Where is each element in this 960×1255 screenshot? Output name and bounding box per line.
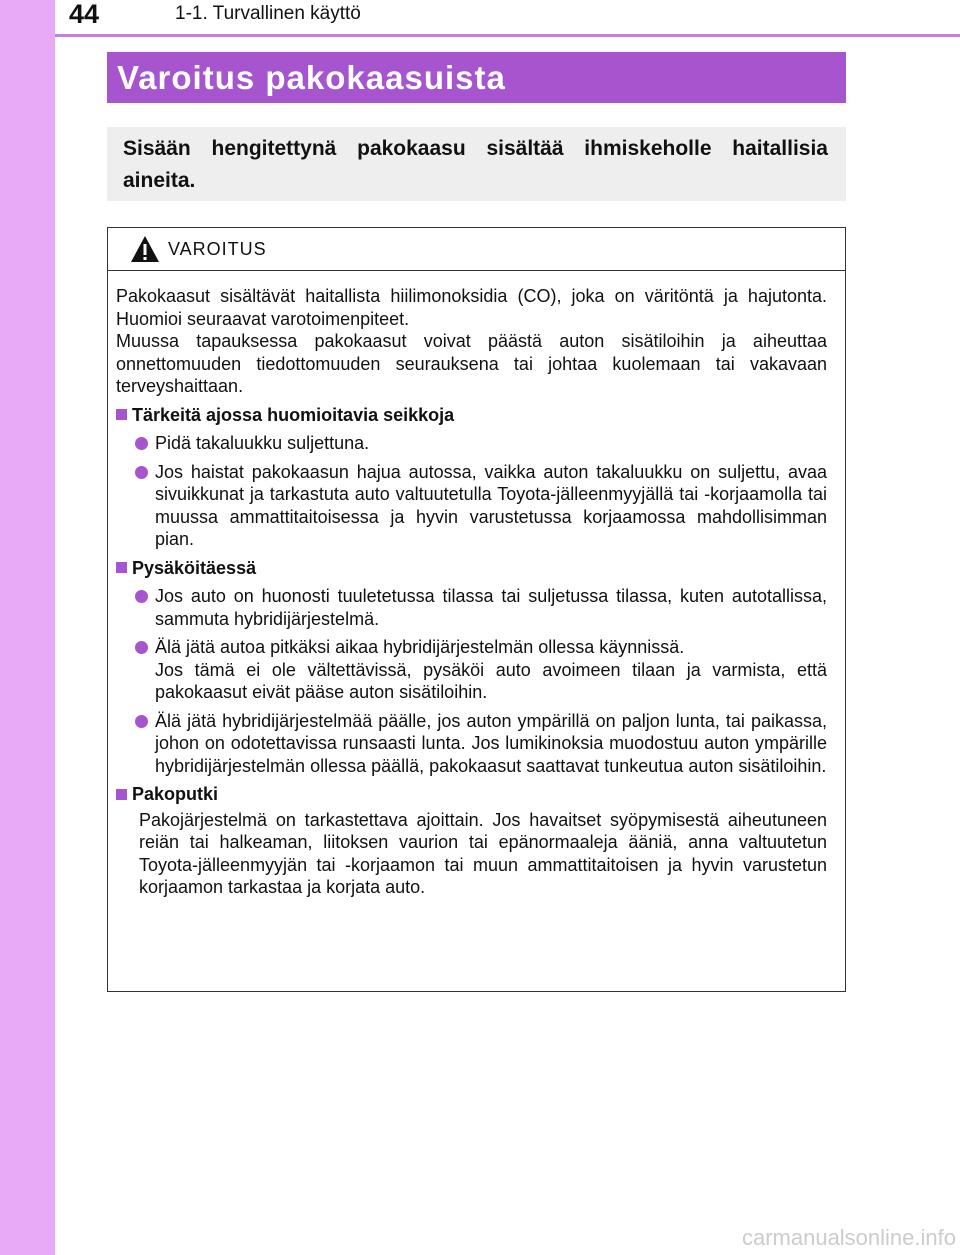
section-heading-text: Tärkeitä ajossa huomioitavia seikkoja (132, 404, 455, 425)
list-item-text: Jos haistat pakokaasun hajua autossa, vaikka auton takaluukku on suljettu, avaa sivuikkunat ja tarkastuta auto valtuutetulla Toyota-jälleenmyyjällä tai -korjaamolla tai muussa ammattitaitoisessa ja hyvin varustetussa korjaamossa mahdollisimman pian. (155, 461, 827, 549)
section-heading-text: Pakoputki (132, 784, 219, 804)
list-item (116, 461, 827, 551)
footer-watermark: carmanualsonline.info (741, 1225, 956, 1250)
warning-header (108, 228, 845, 271)
square-icon (116, 789, 127, 800)
circle-bullet-icon (135, 641, 148, 654)
list-item-text: Pidä takaluukku suljettuna. (155, 433, 370, 453)
circle-bullet-icon (135, 466, 148, 479)
square-icon (116, 409, 127, 420)
list-item-text: Älä jätä hybridijärjestelmää päälle, jos auton ympärillä on paljon lunta, tai paikassa, johon on odotettavissa runsaasti lunta. Jos lumikinoksia muodostuu auton ympärille hybridijärjestelmän ollessa päällä, pakokaasut saattavat tunkeutua auton sisätiloihin. (155, 710, 827, 776)
page-number: 44 (69, 0, 100, 29)
square-icon (116, 562, 127, 573)
page-title: Varoitus pakokaasuista (117, 58, 506, 96)
circle-bullet-icon (135, 437, 148, 450)
warning-triangle-icon (130, 235, 160, 263)
warning-body (108, 271, 845, 899)
section-heading-text: Pysäköitäessä (132, 557, 257, 578)
list-item (116, 636, 827, 704)
title-bar (107, 52, 846, 103)
header-divider (55, 34, 960, 37)
intro-text: Sisään hengitettynä pakokaasu sisältää ihmiskeholle haitallisia aineita. (123, 137, 828, 192)
section-heading (116, 557, 827, 580)
warning-paragraph: Muussa tapauksessa pakokaasut voivat päästä auton sisätiloihin ja aiheuttaa onnettomuuden tiedottomuuden seurauksena tai johtaa kuolemaan tai vakavaan terveyshaittaan. (116, 331, 827, 396)
section-text: Pakojärjestelmä on tarkastettava ajoittain. Jos havaitset syöpymisestä aiheutuneen reiän tai halkeaman, liitoksen vaurion tai epänormaaleja ääniä, anna valtuutetun Toyota-jälleenmyyjän tai -korjaamon tai muun ammattitaitoisen ja hyvin varustetun korjaamon tarkastaa ja korjata auto. (139, 809, 827, 897)
warning-paragraph: Pakokaasut sisältävät haitallista hiilimonoksidia (CO), joka on väritöntä ja hajutonta. Huomioi seuraavat varotoimenpiteet. (116, 286, 827, 329)
warning-box (107, 227, 846, 992)
intro-box (107, 127, 846, 201)
list-item (116, 585, 827, 630)
left-margin-strip (0, 0, 55, 1255)
circle-bullet-icon (135, 715, 148, 728)
circle-bullet-icon (135, 590, 148, 603)
warning-label: VAROITUS (168, 238, 267, 259)
list-item-continuation: Jos tämä ei ole vältettävissä, pysäköi auto avoimeen tilaan ja varmista, että pakokaasut eivät pääse auton sisätiloihin. (155, 659, 827, 702)
list-item-text: Jos auto on huonosti tuuletetussa tilassa tai suljetussa tilassa, kuten autotallissa, sammuta hybridijärjestelmä. (155, 586, 827, 629)
section-heading (116, 404, 827, 427)
list-item (116, 432, 827, 455)
list-item-text: Älä jätä autoa pitkäksi aikaa hybridijärjestelmän ollessa käynnissä. (155, 637, 685, 657)
section-label: 1-1. Turvallinen käyttö (175, 3, 361, 24)
list-item (116, 710, 827, 778)
list-item-text-block (155, 636, 827, 704)
section-heading (116, 783, 827, 806)
